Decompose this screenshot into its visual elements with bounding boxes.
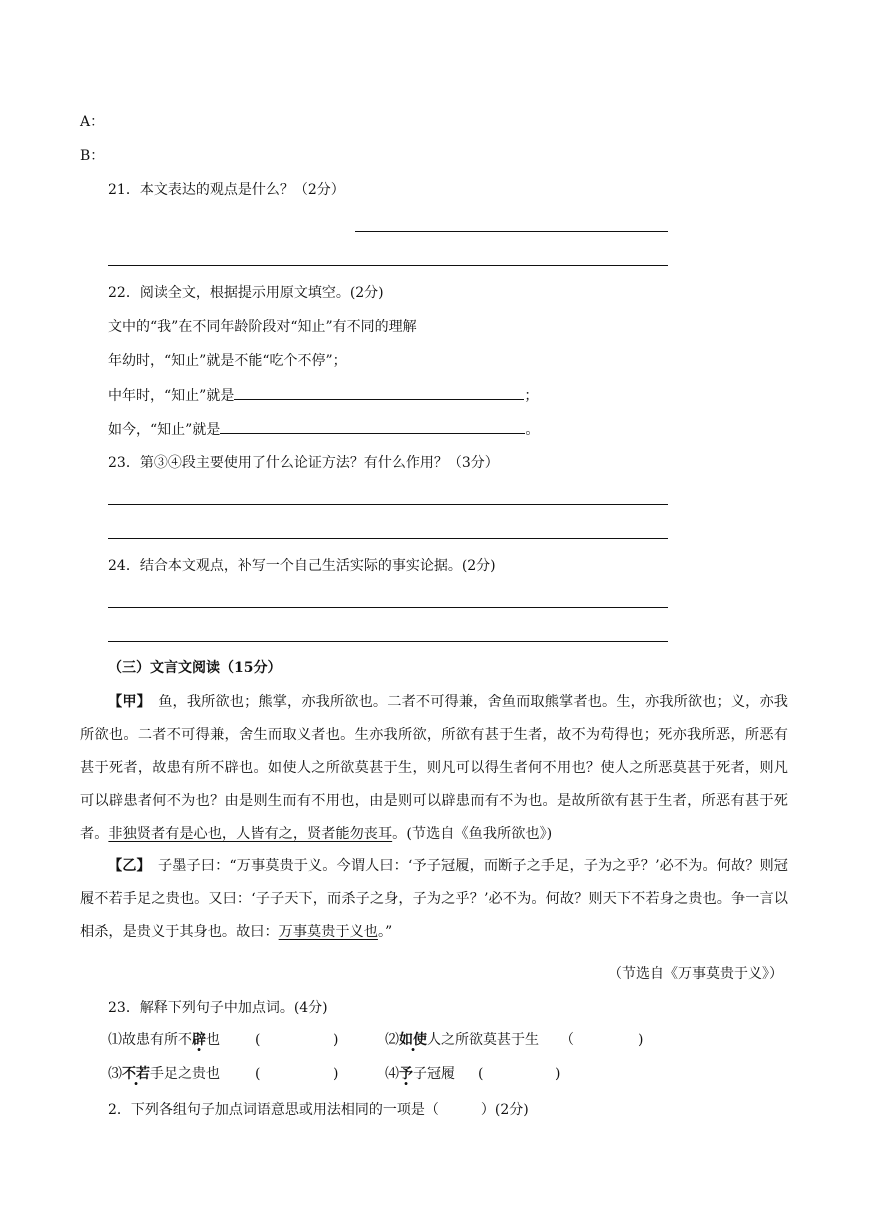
answer-line [108,607,668,608]
explain-item-1 [108,1030,220,1050]
item-text: ⑶ [108,1066,122,1082]
answer-line [108,538,668,539]
question-23-argument: 23．第③④段主要使用了什么论证方法？有什么作用？（3分） [108,455,499,471]
item-text: ⑷ [385,1066,399,1082]
item-text: 人之所欲莫甚于生 [427,1032,539,1048]
middle-end: ； [524,388,539,404]
underlined-sentence: 万事莫贵于义也 [278,924,378,940]
dotted-word: 如使 [399,1032,427,1048]
passage-jia [80,686,788,851]
answer-line [108,504,668,505]
answer-line [108,265,668,266]
paren-open: ( [255,1066,261,1082]
passage-text: 鱼，我所欲也；熊掌，亦我所欲也。二者不可得兼，舍鱼而取熊掌者也。生，亦我所欲也；义，亦我所欲也。二者不可得兼，舍生而取义者也。生亦我所欲，所欲有甚于生者，故不为苟得也；死亦我所恶，所恶有甚于死者，故患有所不辟也。如使人之所欲莫甚于生，则凡可以得生者何不用也？使人之所恶莫甚于死者，则凡可以辟患者何不为也？由是则生而有不用也，由是则可以辟患而有不为也。是故所欲有甚于生者，所恶有甚于死者。 [80,694,788,842]
question-2: 2．下列各组句子加点词语意思或用法相同的一项是（ ）(2分) [108,1102,529,1118]
item-text: ⑵ [385,1032,399,1048]
question-21: 21．本文表达的观点是什么？（2分） [108,182,345,198]
paren-open: ( [478,1066,484,1082]
explain-item-4 [385,1064,455,1084]
passage-text: 子墨子曰：“万事莫贵于义。今谓人曰：‘予子冠履，而断子之手足，子为之乎？’必不为。何故？则冠履不若手足之贵也。又曰：‘子子天下，而杀子之身，子为之乎？’必不为。何故？则天下不若身之贵也。争一言以相杀，是贵义于其身也。故曰： [80,858,788,940]
passage-yi [80,850,788,949]
dotted-word: 予 [399,1066,413,1082]
answer-line [355,231,668,232]
now-label: 如今，“知止”就是 [108,422,221,438]
question-22-young: 年幼时，“知止”就是不能“吃个不停”； [108,353,347,369]
question-22: 22．阅读全文，根据提示用原文填空。(2分) [108,285,384,301]
dotted-word: 不若 [122,1066,150,1082]
underlined-sentence: 非独贤者有是心也，人皆有之，贤者能勿丧耳 [108,826,393,842]
paren-close: ) [333,1032,339,1048]
paren-open: ( [255,1032,261,1048]
passage-source: 。(节选自《鱼我所欲也》) [392,826,553,842]
question-23-explain: 23．解释下列句子中加点词。(4分) [108,1000,328,1016]
item-text: 也 [206,1032,220,1048]
fill-blank[interactable] [234,385,524,400]
answer-line [108,641,668,642]
middle-label: 中年时，“知止”就是 [108,388,235,404]
explain-item-2 [385,1030,539,1050]
explain-item-3 [108,1064,220,1084]
fill-blank[interactable] [220,419,525,434]
paren-close: ) [638,1032,644,1048]
answer-a-label: A： [80,114,105,130]
passage-source: （节选自《万事莫贵于义》） [608,966,783,982]
paren-open: （ [560,1032,574,1048]
paren-close: ) [555,1066,561,1082]
question-22-middle [108,385,538,406]
question-22-now [108,419,539,440]
answer-b-label: B： [80,148,105,164]
dotted-word: 辟 [192,1032,206,1048]
now-end: 。 [525,422,540,438]
paren-close: ) [333,1066,339,1082]
passage-end: 。” [377,924,393,940]
question-22-intro: 文中的“我”在不同年龄阶段对“知止”有不同的理解 [108,319,417,335]
passage-marker: 【甲】 [108,694,144,710]
passage-marker: 【乙】 [108,858,144,874]
question-24: 24．结合本文观点，补写一个自己生活实际的事实论据。(2分) [108,558,496,574]
item-text: 子冠履 [413,1066,455,1082]
item-text: 手足之贵也 [150,1066,220,1082]
item-text: ⑴故患有所不 [108,1032,192,1048]
section-title: （三）文言文阅读（15分） [108,660,282,676]
